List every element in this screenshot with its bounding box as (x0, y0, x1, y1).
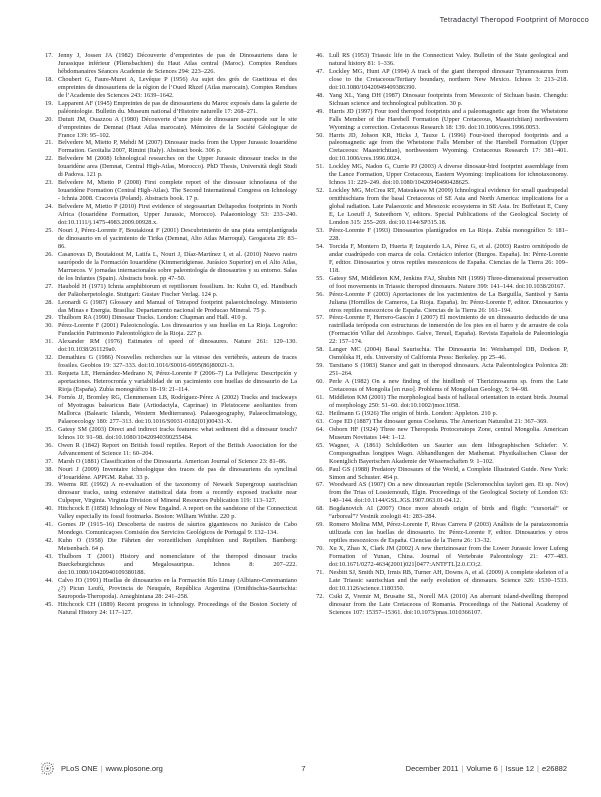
reference-text: Paul GS (1988) Predatory Dinosaurs of the World, a Complete Illustrated Guide. New York: Simon and Schuster. 464 p. (329, 465, 568, 481)
reference-item (40, 481, 297, 505)
reference-item (311, 394, 568, 410)
reference-number: 29. (45, 314, 53, 322)
reference-number: 31. (45, 338, 53, 346)
footer-issue: Issue 12 (505, 764, 535, 773)
reference-item (311, 163, 568, 187)
reference-item (40, 155, 297, 179)
reference-text: Belvedere M, Mietto P (2010) First evidence of stegosaurian Deltapodus footprints in North Africa (Iouaridène Formation, Upper Jurassic, Morocco). Palaeontology 53: 233–240. doi:10.1111/j.1475-4983.2009.00928.x. (58, 203, 297, 227)
reference-number: 21. (45, 139, 53, 147)
reference-text: Demathieu G (1986) Nouvelles recherches sur la vitesse des vertébrés, auteurs de traces fossiles. Geobios 19: 327–333. doi:10.1016/S0016-6995(86)80021-3. (58, 354, 297, 370)
reference-text: Owen R (1842) Report on British fossil reptiles. Report of the British Association for the Advancement of Science 11: 60–204. (58, 441, 297, 457)
reference-number: 28. (45, 298, 53, 306)
reference-number: 34. (45, 393, 53, 401)
reference-text: Heilmann G (1926) The origin of birds. London: Appleton. 210 p. (329, 409, 498, 417)
reference-number: 40. (45, 505, 53, 513)
reference-number: 27. (45, 282, 53, 290)
reference-text: Belvedere M, Mietto P, Mehdi M (2007) Dinosaur tracks from the Upper Jurassic Iouaridène Formation. Geoitalia 2007, Rimini (Italy). Abstract book. 306 p. (58, 139, 297, 155)
reference-item (40, 299, 297, 315)
footer-journal-name: PLoS ONE (61, 764, 98, 773)
reference-item (311, 410, 568, 418)
running-head-title: Tetradactyl Theropod Footprint of Morocco (439, 15, 589, 24)
reference-item (311, 545, 568, 569)
reference-item (311, 243, 568, 275)
reference-item (40, 52, 297, 76)
reference-number: 69. (316, 521, 324, 529)
reference-text: Nouri J (2009) Inventaire ichnologique des traces de pas de dinosauriens du synclinal d’Iouaridène. APPGM. Rabat. 33 p. (58, 465, 297, 481)
reference-text: Pérez-Lorente F (2003) Aportaciones de los yacimientos de La Barguilla, Santisol y Santa Juliana (Hornillos de Cameros, La Rioja. España). In: Pérez-Lorente F, editor. Dinosaurios y otros reptiles mesozoicos de España. Ciencias de la Tierra 26: 161–194. (329, 290, 568, 314)
reference-text: Tarsitano S (1983) Stance and gait in theropod dinosaurs. Acta Paleontologica Polonica 28: 251–264. (329, 362, 568, 378)
reference-number: 54. (316, 242, 324, 250)
reference-number: 19. (45, 99, 53, 107)
reference-number: 24. (45, 203, 53, 211)
footer-journal-block (40, 761, 163, 776)
reference-text: Nouri J, Pérez-Lorente F, Boutakiout F (2001) Descubrimiento de una pista semiplantígrada de dinosaurio en el yacimiento de Tirika (Demnat, Alto Atlas Marroquí). Geogaceta 29: 83–86. (58, 226, 297, 250)
reference-item (40, 577, 297, 601)
reference-text: Kuhn O (1958) Die Fährten der vorzeitlichen Amphibien und Reptilien. Bamberg: Meisenbach. 64 p. (58, 537, 297, 553)
reference-item (40, 179, 297, 203)
reference-text: Langer MC (2004) Basal Saurischia. The Dinosauria In: Weishampel DB, Dodson P, Osmólska H, eds. University of California Press: Berkeley. pp 25–46. (329, 346, 568, 362)
reference-item (311, 442, 568, 466)
reference-text: Dutuit JM, Ouazzou A (1980) Découverte d’une piste de dinosaure sauropode sur le site d’empreintes de Demnat (Haut Atlas marocain). Mémoires de la Société Géologique de France 139: 95–102. (58, 115, 297, 139)
reference-number: 23. (45, 179, 53, 187)
reference-text: Lapparent AF (1945) Empreintes de pas de dinosauriens du Maroc exposés dans la galerie de paléontologie. Bulletin du. Museum national d’Histoire naturelle 17: 268–271. (58, 99, 297, 115)
reference-number: 42. (45, 537, 53, 545)
reference-number: 58. (316, 346, 324, 354)
reference-text: Nesbitt SJ, Smith ND, Irmis RB, Turner AH, Downs A, et al. (2009) A complete skeleton of a Late Triassic saurischian and the early evolution of dinosaurs. Science 326: 1530–1533. doi:10.1126/science.1180350. (329, 568, 569, 592)
reference-number: 56. (316, 290, 324, 298)
footer-issue-block (406, 764, 567, 773)
reference-number: 18. (45, 75, 53, 83)
reference-item (311, 569, 568, 593)
reference-number: 61. (316, 393, 324, 401)
reference-text: Bogdanovich AI (2007) Once more abouth origin of birds and fligth: “cursorial” or “arboreal”? Vestnik zoologii 41: 283–284. (329, 505, 568, 521)
reference-number: 64. (316, 425, 324, 433)
reference-item (40, 203, 297, 227)
reference-item (311, 68, 568, 92)
reference-item (40, 139, 297, 155)
reference-text: Perle A (1982) On a new finding of the hindlimb of Therizinosaurus sp. from the Late Cretaceous of Mongolia [en ruso]. Problems of Mongolian Geology, 5: 94–98. (329, 378, 568, 394)
reference-text: Yang XL, Yang DH (1987) Dinosaur footprints from Mesozoic of Sichuan basin. Chengdu: Sichuan science and technological publication. 30 p. (329, 91, 568, 107)
reference-number: 71. (316, 568, 324, 576)
reference-text: Belvedere M (2008) Ichnological researches on the Upper Jurassic dinosaur tracks in the Iouaridène area (Demnat, Central High-Atlas, Morocco). PhD Thesis, Università degli Studi di Padova. 121 p. (58, 155, 297, 179)
reference-text: Woodward AS (1907) On a new dinosaurian reptile (Scleromochlus taylori gen. Et sp. Nov) from the Trias of Lossiemouth, Elgin. Proceedings of the Geological Society of London 63: 140–144. doi:10.1144/GSL.JGS.1907.063.01-04.12. (329, 481, 568, 505)
reference-number: 35. (45, 425, 53, 433)
reference-item (311, 346, 568, 362)
reference-text: Osborn HF (1924) Three new Theropoda Protoceratops Zone, central Mongolia. American Museum Novitates 144: 1–12. (329, 425, 568, 441)
reference-item (40, 354, 297, 370)
reference-item (40, 370, 297, 394)
reference-number: 67. (316, 481, 324, 489)
reference-number: 52. (316, 187, 324, 195)
footer-page-number: 7 (301, 764, 306, 773)
reference-item (311, 505, 568, 521)
reference-number: 25. (45, 226, 53, 234)
reference-text: Pérez-Lorente F (2001) Paleoicnología. Los dinosaurios y sus huellas en La Rioja. Logroño: Fundación Patrimonio Paleontológico de la Rioja. 227 p. (58, 322, 297, 338)
reference-number: 49. (316, 107, 324, 115)
reference-text: Casanovas D, Boutakiout M, Latifa L, Nouri J, Díaz-Martínez I, et al. (2010) Nuevo rastro saurópodo de la Formación Iouaridène (Kimmeridgiense. Jurásico Superior) en el Alto Atlas, Marruecos. V jornadas internacionales sobre paleontología de dinosaurios y su entorno. Salas de los Infantes (Spain). Abstracts book. pp 47–50. (58, 250, 297, 282)
reference-text: Hitchcock CH (1889) Recent progress in ichnology. Proceedings of the Boston Society of Natural History 24: 117–127. (58, 600, 297, 616)
reference-number: 47. (316, 67, 324, 75)
reference-item (40, 505, 297, 521)
reference-text: Choubert G, Faure-Muret A, Levêque P (1956) Au sujet des grés de Guettioua et des empreintes de dinosauriens de la région de l’Oued Rhzef (Atlas marocain). Comptes Rendues de l’Academie des Sciences 243: 1639–1642. (58, 75, 297, 99)
reference-item (40, 521, 297, 537)
reference-text: Pérez-Lorente F, Herrero-Gascón J (2007) El movimiento de un dinosaurio deducido de una rastrillada terópoda con estructuras de inmersión de los pies en el barro y de arrastre de cola (Formación Villar del Arzobispo. Galve, Teruel, España). Revista Española de Paleontología 22: 157–174. (329, 314, 568, 346)
reference-text: Xu X, Zhao X, Clark JM (2002) A new therizinosaur from the Lower Jurassic lower Lufeng Formation of Yunan, China. Journal of Vertebrate Paleontology 21: 477–483. doi:10.1671/0272-4634(2001)021[0477:ANTFTL]2.0.CO;2. (329, 545, 568, 568)
reference-text: Thulborn T (2001) History and nomenclature of the theropod dinosaur tracks Bueckeburgichnus and Megalosauripus. Ichnos 8: 207–222. doi:10.1080/10420940109380188. (58, 553, 297, 576)
reference-text: Fornós JJ, Bromley RG, Clemmensen LB, Rodríguez-Pérez A (2002) Tracks and trackways of Myotragus balearicus Bate (Artiodactyla, Caprinae) in Pleistocene aeolianites from Mallorca (Balearic Islands, Western Mediterranea). Palaeogeography, Palaeoclimatology, Palaeoecology 180: 277–313. doi:10.1016/S0031-0182(01)00431-X. (58, 393, 297, 425)
reference-item (311, 378, 568, 394)
reference-item (40, 227, 297, 251)
reference-item (311, 593, 568, 617)
reference-number: 53. (316, 226, 324, 234)
reference-text: Jenny J, Jossen JA (1982) Découverte d’empreintes de pas de Dinosauriens dans le Jurassique inférieur (Pliensbachien) du Haut Atlas central (Maroc). Comptes Rendues hébdomanaires Séances Academie de Sciences 294: 223–226. (58, 52, 297, 75)
reference-text: Wagner, A (1861) Schildkröten un Saurier aus dem lithographischen Schiefer: V. Compsognathus longipes Wagn. Abhandlungen der Mathemat. Physikalischen Classe der Koeniglich Bayerischen Akademie der Wissenschaften 9: 1–102. (329, 441, 568, 465)
reference-number: 68. (316, 505, 324, 513)
reference-text: Harris JD, Johson KR, Hicks J, Tauxe L (1996) Four-toed theropod footprints and a paleomagnetic age from the Whetstone Falls Member of the Harebell Formation (Upper Cretaceous: Maastrichtian), northwestern Wyoming. Cretaceous Research 17: 381–401. doi:10.1006/cres.1996.0024. (329, 131, 568, 163)
reference-item (40, 601, 297, 617)
footer-website-link[interactable]: www.plosone.org (105, 764, 163, 773)
reference-item (311, 362, 568, 378)
reference-number: 33. (45, 370, 53, 378)
reference-item (311, 187, 568, 227)
reference-item (311, 227, 568, 243)
reference-item (311, 481, 568, 505)
reference-text: Torcida F, Montero D, Huerta P, Izquierdo LA, Pérez G, et al. (2003) Rastro ornitópodo de andar cuadrúpedo con marca de cola. Cretácico inferior (Burgos. España). In: Pérez-Lorente F, editor. Dinosaurios y otros reptiles mesozoicos de España. Ciencias de la Tierra 26: 109–118. (329, 242, 568, 274)
reference-item (40, 442, 297, 458)
reference-number: 60. (316, 378, 324, 386)
reference-text: Hitchcock E (1858) Ichnology of New Engalnd. A report on the sandstone of the Connecticut Valley especially its fossil footmarks. Boston: William Whithe. 220 p. (58, 505, 297, 521)
reference-column-left (40, 52, 297, 617)
reference-number: 38. (45, 465, 53, 473)
reference-number: 63. (316, 417, 324, 425)
reference-text: Belvedere M, Mietto P (2008) First complete report of the dinosaur ichnofauna of the Iouaridène Formation (Central High-Atlas). The Second International Congress on Ichnology - Ichnia 2008. Cracovia (Poland). Abstracts book. 17 p. (58, 179, 297, 203)
reference-text: Csiki Z, Vremir M, Brusatte SL, Norell MA (2010) An aberrant island-dwelling theropod dinosaur from the Late Cretaceous of Romania. Proceedings of the National Academy of Sciences 107: 15357–15361. doi:10.1073/pnas.1010366107. (329, 592, 568, 616)
reference-text: Lockley MG, Nadon G, Currie PJ (2003) A diverse dinosaur-bird footprint assemblage from the Lance Formation, Upper Cretaceous, Eastern Wyoming: implications for ichnotaxonomy. Ichnos 11: 229–249. doi:10.1080/10420940490428625. (329, 163, 568, 187)
reference-text: Gatesy SM (2003) Direct and indirect tracks features: what sediment did a dinosaur touch? Ichnos 10: 91–98. doi:10.1080/10420940390255484. (58, 425, 297, 441)
reference-column-right (311, 52, 568, 617)
reference-text: Weems RE (1992) A re-evaluation of the taxonomy of Newark Supergroup saurischian dinosaur tracks, using extensive statistical data from a recently exposed tracksite near Culpeper, Virginia. Virginia Division of Mineral Resources Publication 119: 113–127. (58, 481, 297, 505)
reference-item (40, 466, 297, 482)
reference-item (311, 521, 568, 545)
reference-number: 70. (316, 545, 324, 553)
reference-item (40, 322, 297, 338)
reference-item (40, 338, 297, 354)
footer-volume: Volume 6 (466, 764, 498, 773)
reference-item (40, 100, 297, 116)
footer-separator: | (537, 764, 539, 773)
reference-item (40, 458, 297, 466)
reference-item (311, 92, 568, 108)
reference-item (40, 283, 297, 299)
reference-text: Gomes JP (1915–16) Descoberta de rastros de sáurios gigantescos no Jurásico de Cabo Mondego. Comunicaçoes Comisión dos Servicios Geológicos de Portugal 9: 132–134. (58, 521, 297, 537)
reference-item (311, 108, 568, 132)
reference-item (40, 394, 297, 426)
reference-item (311, 291, 568, 315)
reference-number: 62. (316, 409, 324, 417)
reference-text: Cope ED (1887) The dinosaur genus Coelurus. The American Naturalist 21: 367–369. (329, 417, 548, 425)
page-footer (40, 761, 567, 777)
reference-item (311, 314, 568, 346)
reference-list (40, 52, 568, 617)
reference-text: Lull RS (1953) Triassic life in the Connecticut Valey. Bulletin of the State geological and natural history 81: 1–336. (329, 52, 568, 67)
reference-text: Pérez-Lorente F (1993) Dinosaurios plantígrados en La Rioja. Zubía monográfico 5: 181–228. (329, 226, 568, 242)
reference-item (40, 426, 297, 442)
plos-one-logo-icon (40, 761, 55, 776)
reference-item (40, 314, 297, 322)
reference-number: 44. (45, 576, 53, 584)
footer-separator: | (100, 764, 103, 773)
reference-number: 45. (45, 600, 53, 608)
reference-text: Requeta LE, Hernández-Medrano N, Pérez-Lorente F (2006–7) La Pellejera: Descripción y aportaciones. Heterocronía y variabilidad de un yacimiento con huellas de dinosaurio de La Rioja (España). Zubía monográfico 18–19: 21–114. (58, 370, 297, 394)
reference-number: 37. (45, 457, 53, 465)
footer-date: December 2011 (405, 764, 459, 773)
reference-item (311, 52, 568, 68)
reference-text: Lockley MG, McCrea RT, Matsukawa M (2009) Ichnological evidence for small quadrupedal ornithischians from the basal Cretaceous of SE Asia and North America: implications for a global radiation. Late Palaeozoic and Mesozoic ecosystems in SE Asia. In: Buffetaut E, Cuny E, Le Loeuff J, Suteethorn V, editors. Special Publications of the Geological Society of London 315: 255–269. doi:10.1144/SP315.18. (329, 187, 568, 227)
footer-article-id: e26882 (541, 764, 567, 773)
reference-number: 39. (45, 481, 53, 489)
reference-item (311, 418, 568, 426)
reference-text: Calvo JO (1991) Huellas de dinosaurios en la Formación Río Limay (Albiano-Cenomaniano ¿?) Picun Leufú, Provincia de Neuquén, República Argentina (Ornithischia-Saurischia: Sauropoda-Theropoda). Ameghiniana 28: 241–258. (58, 576, 297, 600)
reference-text: Alexander RM (1976) Estimates of speed of dinosaures. Nature 261: 129–130. doi:10.1038/261129a0. (58, 338, 297, 354)
reference-number: 41. (45, 521, 53, 529)
reference-text: Haubold H (1971) Ichnia amphibiorum et reptiliorum fossilium. In: Kuhn O, ed. Handbuch der Paläoherpetologie. Stuttgart: Gustav Fischer Verlag. 124 p. (58, 282, 297, 298)
reference-item (311, 132, 568, 164)
reference-number: 59. (316, 362, 324, 370)
reference-text: Leonardi G (1987) Glossary and Manual of Tetrapod footprint palaeoichnology. Ministerio das Minas e Energia. Brasilia: Departamento nacional de Producao Mineral. 75 p. (58, 298, 297, 314)
reference-item (311, 275, 568, 291)
reference-number: 48. (316, 91, 324, 99)
reference-text: Harris JD (1997) Four toed theropod footprints and a paleomagnetic age from the Whetstone Falls Member of the Harebell Formation (Upper Cretaceous, Maastrichtian) northwestern Wyoming: a correction. Cretaceous Research 18: 139. doi:10.1006/cres.1996.0053. (329, 107, 568, 131)
reference-item (40, 116, 297, 140)
reference-number: 43. (45, 553, 53, 561)
reference-item (311, 466, 568, 482)
reference-number: 17. (45, 52, 53, 59)
reference-number: 30. (45, 322, 53, 330)
reference-number: 22. (45, 155, 53, 163)
reference-number: 55. (316, 274, 324, 282)
reference-number: 50. (316, 131, 324, 139)
reference-text: Marsh O (1881) Classification of the Dinosauria. American Journal of Science 23: 81–86. (58, 457, 287, 465)
reference-text: Gatesy SM, Middleton KM, Jenkins FAJ, Shubin NH (1999) Three-dimensional preservation of foot movements in Triassic theropod dinosaurs. Nature 399: 141–144. doi:10.1038/20167. (329, 274, 568, 290)
reference-number: 46. (316, 52, 324, 59)
reference-text: Middleton KM (2001) The morphological basis of hallucal orientation in extant birds. Journal of morphology 250: 51–60. doi:10.1002/jmor.1058. (329, 393, 568, 409)
reference-text: Romero Molina MM, Pérez-Lorente F, Rivas Carrera P (2003) Análisis de la parataxonomía utilizada con las huellas de dinosaurio. In: Pérez-Lorente F, editor. Dinosaurios y otros reptiles mesozoicos de España. Ciencias de la Tierra 26: 13–32. (329, 521, 568, 545)
reference-number: 57. (316, 314, 324, 322)
reference-number: 26. (45, 250, 53, 258)
reference-number: 32. (45, 354, 53, 362)
reference-item (311, 426, 568, 442)
reference-number: 36. (45, 441, 53, 449)
reference-number: 20. (45, 115, 53, 123)
reference-item (40, 251, 297, 283)
reference-text: Lockley MG, Hunt AP (1994) A track of the giant theropod dinosaur Tyrannosaurus from close to the Cretaceous/Tertiary boundary, northern New Mexico. Ichnos 3: 213–218. doi:10.1080/10420949409386390. (329, 67, 568, 91)
reference-number: 66. (316, 465, 324, 473)
reference-number: 51. (316, 163, 324, 171)
reference-item (40, 76, 297, 100)
reference-text: Thulborn RA (1990) Dinosaur Tracks. London: Chapman and Hall. 410 p. (58, 314, 247, 322)
reference-number: 65. (316, 441, 324, 449)
reference-item (40, 553, 297, 577)
footer-separator: | (461, 764, 464, 773)
footer-separator: | (500, 764, 503, 773)
reference-number: 72. (316, 592, 324, 600)
reference-item (40, 537, 297, 553)
